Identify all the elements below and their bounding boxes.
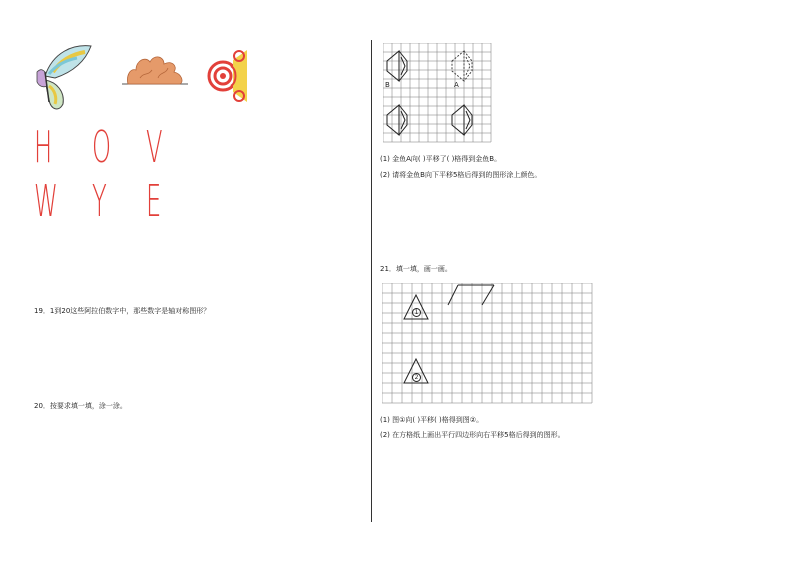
triangle-label-1: 1 — [412, 308, 421, 317]
letter-y: Y — [92, 176, 107, 227]
question-20: 20．按要求填一填，涂一涂。 — [34, 402, 127, 410]
fish-label-b: B — [385, 81, 390, 89]
butterfly-image — [33, 42, 95, 114]
fish-label-a: A — [454, 81, 459, 89]
column-divider — [371, 40, 372, 522]
triangle-grid — [382, 283, 594, 407]
goldfish-b — [387, 51, 407, 81]
question-21: 21．填一填，画一画。 — [380, 265, 452, 273]
ornament-image — [207, 44, 247, 108]
goldfish-grid — [383, 43, 493, 143]
letter-v: V — [146, 122, 163, 173]
triangle-question-1: (1) 图①向( )平移( )格得到图②。 — [380, 416, 484, 424]
letter-o: O — [92, 122, 112, 173]
goldfish-question-1: (1) 金鱼A向( )平移了( )格得到金鱼B。 — [380, 155, 502, 163]
letter-e: E — [146, 176, 162, 227]
letter-h: H — [34, 122, 53, 173]
tree-image — [120, 52, 190, 88]
goldfish-b-bottom — [387, 105, 407, 135]
parallelogram — [448, 285, 494, 305]
question-19: 19．1到20这些阿拉伯数字中，那些数字是轴对称图形？ — [34, 307, 211, 315]
triangle-question-2: (2) 在方格纸上画出平行四边形向右平移5格后得到的图形。 — [380, 431, 565, 439]
letter-w: W — [34, 176, 58, 227]
triangle-label-2: 2 — [412, 373, 421, 382]
goldfish-question-2: (2) 请将金鱼B向下平移5格后得到的图形涂上颜色。 — [380, 171, 542, 179]
